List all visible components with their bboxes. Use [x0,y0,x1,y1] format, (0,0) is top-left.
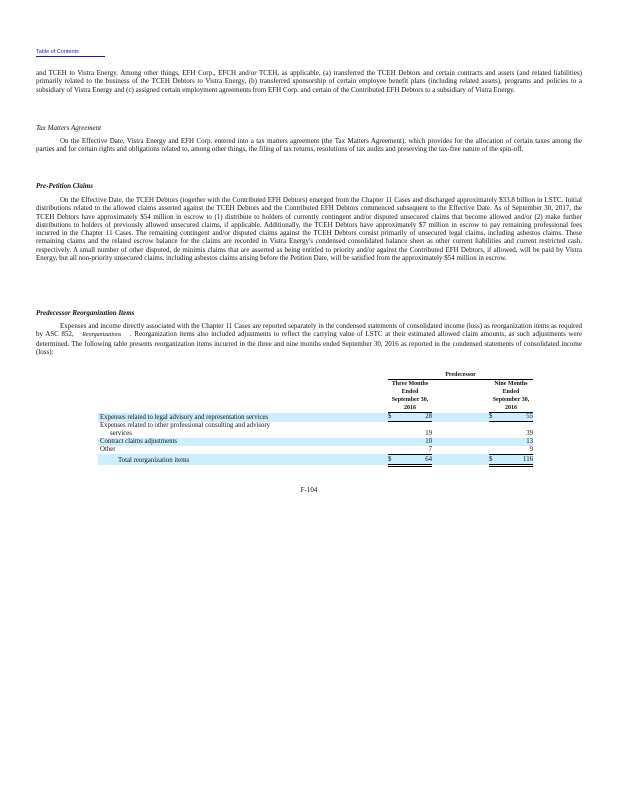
currency: $ [388,413,398,422]
header-line: 2016 [404,405,416,411]
value-three-months: 19 [425,429,432,437]
row-label: Contract claims adjustments [98,438,326,446]
value-three-months: 7 [398,446,432,455]
heading-pre-petition: Pre-Petition Claims [36,182,93,190]
header-line: Ended [502,389,520,395]
reorganization-items-table [98,371,533,467]
value-three-months: 10 [398,438,432,446]
paragraph-reorganization-items [36,322,582,356]
heading-reorganization-items: Predecessor Reorganization Items [36,309,135,317]
value-nine-months: 9 [499,446,533,455]
value-three-months: 28 [398,413,432,422]
page-number: F-104 [300,486,318,494]
table-row [98,422,533,430]
column-header-nine-months [489,380,533,413]
table-row [98,430,533,438]
header-line: Ended [401,389,419,395]
table-of-contents-link[interactable]: Table of Contents [36,48,105,57]
text: Expenses and income directly associated with the Chapter 11 Cases are reported separately in the condensed statements of consolidated income (loss) as reorganization items as required by ASC 852, [36,322,582,339]
text: . Reorganization items also included adjustments to reflect the carrying value of LSTC at their estimated allowed claim amounts, as such adjustments were determined. The following table presents reorganization items incurred in the three and nine months ended September 30, 2016 as reported in the condensed statements of consolidated income (loss): [36,330,582,356]
table-row [98,413,533,422]
header-line: 2016 [505,405,517,411]
value-three-months: 64 [398,454,432,465]
header-line: Nine Months [494,381,528,387]
row-label: Expenses related to other professional consulting and advisory [100,421,271,429]
paragraph-spinoff: and TCEH to Vistra Energy. Among other things, EFH Corp., EFCH and/or TCEH, as applicable, (a) transferred the TCEH Debtors and certain contracts and assets (and related liabilities) primarily related to the business of the TCEH Debtors to Vistra Energy, (b) transferred sponsorship of certain employee benefit plans (including related assets), programs and policies to a subsidiary of Vistra Energy and (c) assigned certain employment agreements from EFH Corp. and certain of the Contributed EFH Debtors to a subsidiary of Vistra Energy. [36,69,582,94]
table-row [98,438,533,446]
group-header: Predecessor [388,371,533,380]
row-label: Total reorganization items [98,454,326,465]
header-line: September 30, [492,397,530,403]
value-nine-months: 39 [526,429,533,437]
table-row-total [98,454,533,465]
header-line: Three Months [391,381,429,387]
value-nine-months: 13 [499,438,533,446]
value-nine-months: 116 [499,454,533,465]
currency: $ [489,454,499,465]
paragraph-pre-petition: On the Effective Date, the TCEH Debtors (together with the Contributed EFH Debtors) emerged from the Chapter 11 Cases and discharged approximately $33.8 billion in LSTC. Initial distributions related to the allowed claims asserted against the TCEH Debtors and the Contributed EFH Debtors commenced subsequent to the Effective Date. As of September 30, 2017, the TCEH Debtors have approximately $54 million in escrow to (1) distribute to holders of currently contingent and/or disputed unsecured claims that become allowed and/or (2) make further distributions to holders of previously allowed unsecured claims, if applicable. Additionally, the TCEH Debtors have approximately $7 million in escrow to pay remaining professional fees incurred in the Chapter 11 Cases. The remaining contingent and/or disputed claims against the TCEH Debtors consist primarily of unsecured legal claims, including asbestos claims. These remaining claims and the related escrow balance for the claims are recorded in Vistra Energy's condensed consolidated balance sheet as other current liabilities and current restricted cash, respectively. A small number of other disputed, de minimis claims that are asserted as being entitled to priority and/or against the Contributed EFH Debtors, if allowed, will be paid by Vistra Energy, but all non-priority unsecured claims, including asbestos claims arising before the Petition Date, will be satisfied from the approximately $54 million in escrow. [36,196,582,263]
row-label-continued: services [110,429,132,437]
row-label: Other [100,446,116,453]
value-nine-months: 55 [499,413,533,422]
currency: $ [388,454,398,465]
column-header-three-months [388,380,432,413]
currency: $ [489,413,499,422]
header-line: September 30, [391,397,429,403]
paragraph-tax-matters: On the Effective Date, Vistra Energy and EFH Corp. entered into a tax matters agreement (the Tax Matters Agreement), which provides for the allocation of certain taxes among the parties and for certain rights and obligations related to, among other things, the filing of tax returns, resolutions of tax audits and preserving the tax-free nature of the spin-off. [36,137,582,154]
heading-tax-matters: Tax Matters Agreement [36,124,102,132]
table-row [98,446,533,455]
row-label: Expenses related to legal advisory and representation services [98,413,326,422]
asc-topic: Reorganizations [82,332,122,339]
